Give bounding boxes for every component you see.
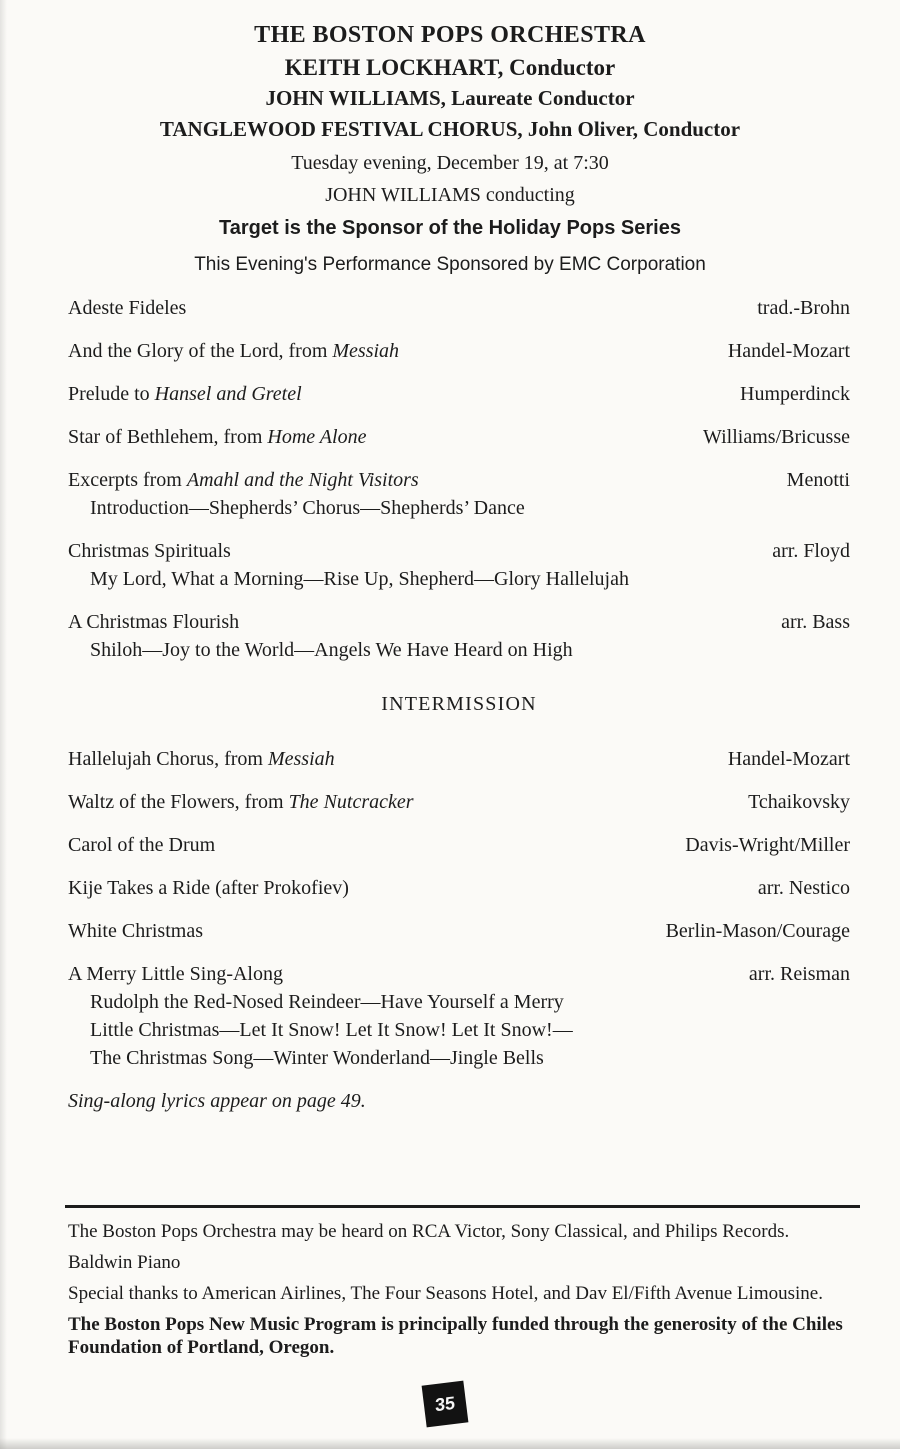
program-item-title-row	[68, 337, 850, 365]
program-item-subtitle: Introduction—Shepherds’ Chorus—Shepherds’ Dance	[90, 497, 525, 519]
program-item-movements	[68, 494, 850, 522]
intermission-heading: INTERMISSION	[381, 693, 537, 715]
program-item	[68, 423, 850, 451]
laureate-conductor-line: JOHN WILLIAMS, Laureate Conductor	[265, 86, 635, 110]
program-item-title-row	[68, 831, 850, 859]
work-title: Christmas Spirituals	[68, 540, 231, 562]
conducting-line: JOHN WILLIAMS conducting	[325, 184, 575, 206]
work-title: Prelude to Hansel and Gretel	[68, 383, 302, 405]
composer-attribution: Humperdinck	[740, 383, 850, 405]
footer-notes	[68, 1220, 855, 1367]
work-title: A Christmas Flourish	[68, 611, 240, 633]
composer-attribution: arr. Floyd	[772, 540, 850, 562]
special-thanks-note: Special thanks to American Airlines, The Four Seasons Hotel, and Dav El/Fifth Avenue Limousine.	[68, 1283, 823, 1304]
program-item-movements	[68, 988, 850, 1072]
program-item-title-row	[68, 745, 850, 773]
work-title: Kije Takes a Ride (after Prokofiev)	[68, 877, 349, 899]
program-item	[68, 917, 850, 945]
work-title: Adeste Fideles	[68, 297, 187, 319]
work-title: White Christmas	[68, 920, 203, 942]
program-item-title-row	[68, 423, 850, 451]
composer-attribution: Davis-Wright/Miller	[685, 834, 850, 856]
composer-attribution: Handel-Mozart	[727, 748, 850, 770]
program-header	[0, 22, 900, 276]
work-title: Waltz of the Flowers, from The Nutcracker	[68, 791, 414, 813]
footer-divider-rule	[65, 1205, 860, 1208]
program-item-title-row	[68, 466, 850, 494]
series-sponsor-line: Target is the Sponsor of the Holiday Pops Series	[219, 217, 681, 239]
program-item	[68, 788, 850, 816]
concert-date-line: Tuesday evening, December 19, at 7:30	[291, 152, 609, 174]
page-number-badge	[422, 1381, 469, 1428]
piano-note: Baldwin Piano	[68, 1252, 181, 1273]
performance-sponsor-line: This Evening's Performance Sponsored by EMC Corporation	[194, 254, 706, 275]
program-first-half	[68, 294, 850, 664]
program-second-half	[68, 745, 850, 1072]
program-item	[68, 294, 850, 322]
work-title: And the Glory of the Lord, from Messiah	[68, 340, 400, 362]
composer-attribution: arr. Nestico	[757, 877, 850, 899]
program-item-subtitle: Little Christmas—Let It Snow! Let It Snow! Let It Snow!—	[90, 1019, 573, 1041]
composer-attribution: Williams/Bricusse	[703, 426, 850, 448]
composer-attribution: Handel-Mozart	[727, 340, 850, 362]
program-item-subtitle: My Lord, What a Morning—Rise Up, Shepherd—Glory Hallelujah	[90, 568, 629, 590]
program-item	[68, 380, 850, 408]
program-item-movements	[68, 636, 850, 664]
program-item-subtitle: Shiloh—Joy to the World—Angels We Have Heard on High	[90, 639, 573, 661]
work-title: Carol of the Drum	[68, 834, 216, 856]
funding-note: The Boston Pops New Music Program is principally funded through the generosity of the Chiles Foundation of Portland, Oregon.	[68, 1314, 843, 1358]
program-item-title-row	[68, 537, 850, 565]
program-item-title-row	[68, 917, 850, 945]
program-item	[68, 831, 850, 859]
program-item	[68, 466, 850, 522]
program-item-title-row	[68, 294, 850, 322]
program-item	[68, 337, 850, 365]
program-item	[68, 874, 850, 902]
work-title: Hallelujah Chorus, from Messiah	[68, 748, 335, 770]
page-edge-shadow-bottom	[0, 1438, 900, 1449]
program-item-title-row	[68, 960, 850, 988]
sing-along-note: Sing-along lyrics appear on page 49.	[68, 1090, 366, 1112]
program-item-title-row	[68, 788, 850, 816]
work-title: A Merry Little Sing-Along	[68, 963, 283, 985]
composer-attribution: Berlin-Mason/Courage	[665, 920, 850, 942]
conductor-line: KEITH LOCKHART, Conductor	[284, 55, 616, 80]
chorus-line: TANGLEWOOD FESTIVAL CHORUS, John Oliver, Conductor	[159, 117, 741, 141]
program-item-subtitle: The Christmas Song—Winter Wonderland—Jingle Bells	[90, 1047, 544, 1069]
composer-attribution: arr. Reisman	[748, 963, 850, 985]
composer-attribution: arr. Bass	[781, 611, 850, 633]
work-title: Excerpts from Amahl and the Night Visitors	[68, 469, 419, 491]
program-item-subtitle: Rudolph the Red-Nosed Reindeer—Have Yourself a Merry	[90, 991, 564, 1013]
orchestra-title: THE BOSTON POPS ORCHESTRA	[254, 22, 646, 48]
program-item	[68, 608, 850, 664]
records-note: The Boston Pops Orchestra may be heard on RCA Victor, Sony Classical, and Philips Records.	[68, 1221, 790, 1242]
program-listing	[68, 294, 850, 1115]
composer-attribution: trad.-Brohn	[757, 297, 850, 319]
program-item-title-row	[68, 874, 850, 902]
program-item	[68, 745, 850, 773]
program-item	[68, 960, 850, 1072]
composer-attribution: Tchaikovsky	[748, 791, 850, 813]
program-item-title-row	[68, 380, 850, 408]
composer-attribution: Menotti	[786, 469, 850, 491]
program-item-title-row	[68, 608, 850, 636]
page-number: 35	[434, 1392, 456, 1415]
program-item-movements	[68, 565, 850, 593]
program-item	[68, 537, 850, 593]
work-title: Star of Bethlehem, from Home Alone	[68, 426, 367, 448]
